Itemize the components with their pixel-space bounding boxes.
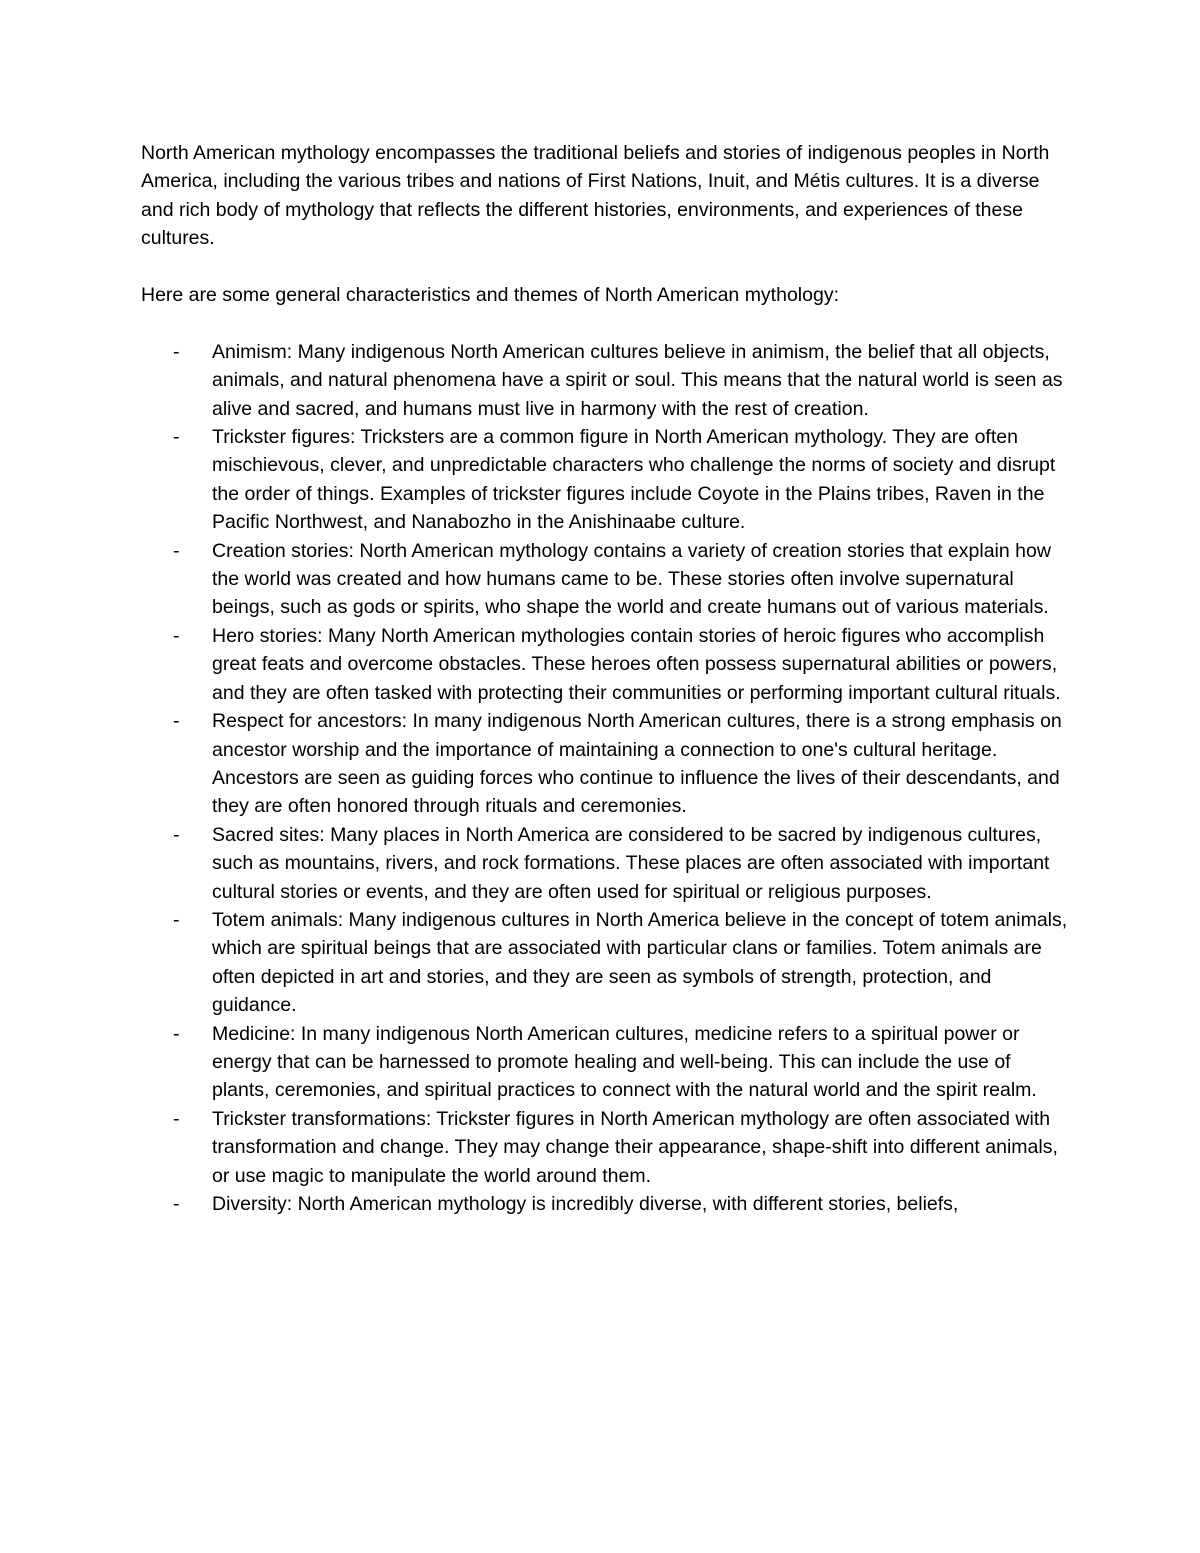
bullet-marker: -: [173, 539, 180, 562]
bullet-marker: -: [173, 1022, 180, 1045]
characteristics-list: [141, 338, 1071, 1219]
list-item-text: Respect for ancestors: In many indigenous North American cultures, there is a strong emphasis on ancestor worship and the importance of maintaining a connection to one's cultural heritage. Ancestors are seen as guiding forces who continue to influence the lives of their descendants, and they are often honored through rituals and ceremonies.: [212, 710, 1062, 818]
list-item: [141, 906, 1071, 1020]
bullet-marker: -: [173, 426, 180, 449]
bullet-marker: -: [173, 1107, 180, 1130]
bullet-marker: -: [173, 710, 180, 733]
list-item-text: Hero stories: Many North American mythologies contain stories of heroic figures who accomplish great feats and overcome obstacles. These heroes often possess supernatural abilities or powers, and they are often tasked with protecting their communities or performing important cultural rituals.: [212, 624, 1061, 704]
list-item: [141, 707, 1071, 821]
document-page: [141, 139, 1071, 1218]
list-item-text: Trickster figures: Tricksters are a common figure in North American mythology. They are often mischievous, clever, and unpredictable characters who challenge the norms of society and disrupt the order of things. Examples of trickster figures include Coyote in the Plains tribes, Raven in the Pacific Northwest, and Nanabozho in the Anishinaabe culture.: [212, 426, 1056, 534]
list-item-text: Diversity: North American mythology is incredibly diverse, with different stories, beliefs,: [212, 1193, 959, 1215]
intro-paragraph: North American mythology encompasses the traditional beliefs and stories of indigenous peoples in North America, including the various tribes and nations of First Nations, Inuit, and Métis cultures. It is a diverse and rich body of mythology that reflects the different histories, environments, and experiences of these cultures.: [141, 142, 1050, 250]
bullet-marker: -: [173, 908, 180, 931]
list-item-text: Animism: Many indigenous North American cultures believe in animism, the belief that all objects, animals, and natural phenomena have a spirit or soul. This means that the natural world is seen as alive and sacred, and humans must live in harmony with the rest of creation.: [212, 340, 1063, 420]
bullet-marker: -: [173, 1193, 180, 1215]
list-item-text: Medicine: In many indigenous North American cultures, medicine refers to a spiritual power or energy that can be harnessed to promote healing and well-being. This can include the use of plants, ceremonies, and spiritual practices to connect with the natural world and the spirit realm.: [212, 1022, 1037, 1102]
list-item: [141, 622, 1071, 707]
bullet-marker: -: [173, 624, 180, 647]
list-item-text: Sacred sites: Many places in North America are considered to be sacred by indigenous cultures, such as mountains, rivers, and rock formations. These places are often associated with important cultural stories or events, and they are often used for spiritual or religious purposes.: [212, 823, 1050, 903]
list-item: [141, 821, 1071, 906]
bullet-marker: -: [173, 823, 180, 846]
bullet-marker: -: [173, 340, 180, 363]
list-item: [141, 338, 1071, 423]
lead-paragraph: Here are some general characteristics and themes of North American mythology:: [141, 284, 839, 307]
list-item: [141, 1190, 1071, 1218]
list-item: [141, 537, 1071, 622]
list-item: [141, 423, 1071, 537]
list-item-text: Trickster transformations: Trickster figures in North American mythology are often associated with transformation and change. They may change their appearance, shape-shift into different animals, or use magic to manipulate the world around them.: [212, 1107, 1058, 1187]
list-item: [141, 1020, 1071, 1105]
list-item-text: Totem animals: Many indigenous cultures in North America believe in the concept of totem animals, which are spiritual beings that are associated with particular clans or families. Totem animals are often depicted in art and stories, and they are seen as symbols of strength, protection, and guidance.: [212, 908, 1068, 1017]
list-item: [141, 1105, 1071, 1190]
list-item-text: Creation stories: North American mythology contains a variety of creation stories that explain how the world was created and how humans came to be. These stories often involve supernatural beings, such as gods or spirits, who shape the world and create humans out of various materials.: [212, 539, 1051, 619]
